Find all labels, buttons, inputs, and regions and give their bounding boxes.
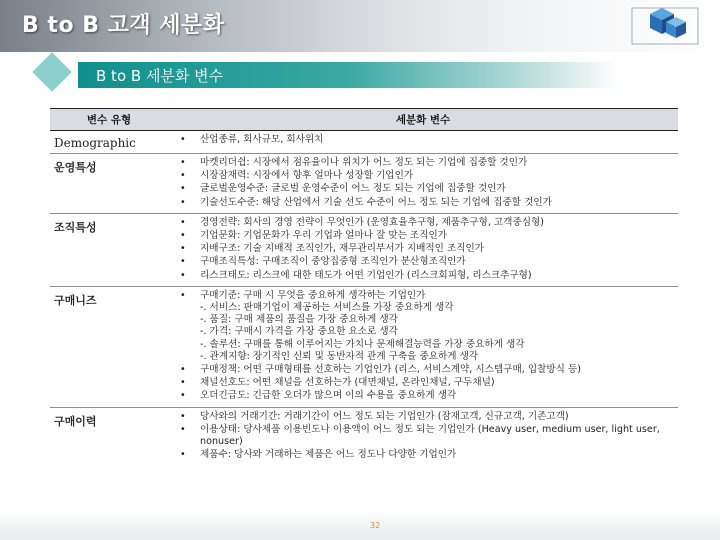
row-variables [168, 154, 678, 214]
list-item [172, 134, 674, 146]
bullet-dot-icon: • [180, 390, 186, 402]
row-variables [168, 407, 678, 465]
row-category: 구매이력 [54, 414, 97, 428]
list-item [172, 157, 674, 169]
row-variables [168, 286, 678, 407]
bullet-dot-icon: • [180, 364, 186, 376]
slide-title: B to B 고객 세분화 [22, 13, 225, 38]
list-item [172, 411, 674, 423]
slide-subtitle: B to B 세분화 변수 [96, 67, 224, 85]
list-item [172, 230, 674, 242]
variable-text: 경영전략: 회사의 경영 전략이 무엇인가 (운영효율추구형, 제품추구형, 고객중심형) [200, 216, 544, 228]
slide-header [0, 0, 720, 52]
variable-text: 구매기준: 구매 시 무엇을 중요하게 생각하는 기업인가 -. 서비스: 판매기업이 제공하는 서비스를 가장 중요하게 생각 -. 품질: 구매 제품의 품질을 가장 중요하게 생각 -. 가격: 구매시 가격을 가장 중요한 요소로 생각 -. 솔루션: 구매를 통해 이루어지는 가치나 문제해결능력을 가장 중요하게 생각 -. 관계지향: 장기적인 신뢰 및 동반자적 관계 구축을 중요하게 생각 [200, 289, 525, 362]
variable-text: 구매정책: 어떤 구매형태를 선호하는 기업인가 (리스, 서비스계약, 시스템구매, 입찰방식 등) [200, 364, 581, 376]
list-item [172, 377, 674, 389]
bullet-dot-icon: • [180, 170, 186, 182]
list-item [172, 449, 674, 461]
bullet-dot-icon: • [180, 289, 186, 301]
variable-list [172, 157, 674, 209]
table-row [50, 213, 678, 286]
variable-text: 오더긴급도: 긴급한 오더가 많으며 이의 수용을 중요하게 생각 [200, 390, 457, 402]
row-category: 조직특성 [50, 213, 168, 286]
variable-text: 지배구조: 기술 지배적 조직인가, 재무관리부서가 지배적인 조직인가 [200, 243, 485, 255]
segmentation-table [50, 108, 678, 465]
bullet-dot-icon: • [180, 256, 186, 268]
bullet-dot-icon: • [180, 216, 186, 228]
list-item [172, 390, 674, 402]
row-category: 구매니즈 [50, 286, 168, 407]
variable-text: 산업종류, 회사규모, 회사위치 [200, 134, 324, 145]
bullet-dot-icon: • [180, 134, 186, 145]
bullet-dot-icon: • [180, 423, 186, 435]
subtitle-diamond-icon [32, 52, 72, 92]
list-item [172, 183, 674, 195]
list-item [172, 243, 674, 255]
page-number: 32 [370, 521, 381, 530]
variable-text: 기업문화: 기업문화가 우리 기업과 얼마나 잘 맞는 조직인가 [200, 230, 448, 242]
list-item [172, 256, 674, 268]
bullet-dot-icon: • [180, 243, 186, 255]
bullet-dot-icon: • [180, 449, 186, 461]
variable-text: 글로벌운영수준: 글로벌 운영수준이 어느 정도 되는 기업에 집중할 것인가 [200, 183, 506, 195]
variable-list [172, 217, 674, 282]
variable-text: 구매조직특성: 구매조직이 중앙집중형 조직인가 분산형조직인가 [200, 256, 466, 268]
bullet-dot-icon: • [180, 157, 186, 168]
list-item [172, 290, 674, 363]
list-item [172, 364, 674, 376]
list-item [172, 424, 674, 448]
variable-text: 제품수: 당사와 거래하는 제품은 어느 정도나 다양한 기업인가 [200, 449, 457, 461]
bullet-dot-icon: • [180, 183, 186, 195]
row-variables [168, 131, 678, 154]
table-header-row [50, 109, 678, 131]
table-row [50, 154, 678, 214]
bullet-dot-icon: • [180, 269, 186, 281]
list-item [172, 217, 674, 229]
variable-text: 당사와의 거래기간: 거래기간이 어느 정도 되는 기업인가 (잠재고객, 신규고객, 기존고객) [200, 410, 569, 422]
footer-bar [0, 510, 720, 540]
variable-list [172, 134, 674, 146]
variable-text: 마켓리더쉽: 시장에서 점유율이나 위치가 어느 정도 되는 기업에 집중할 것인가 [200, 157, 528, 168]
variable-list [172, 411, 674, 462]
variable-text: 리스크태도: 리스크에 대한 태도가 어떤 기업인가 (리스크회피형, 리스크추구형) [200, 269, 532, 281]
row-variables [168, 213, 678, 286]
table-body [50, 131, 678, 466]
variable-text: 기술선도수준: 해당 산업에서 기술 선도 수준이 어느 정도 되는 기업에 집중할 것인가 [200, 196, 552, 208]
table-row [50, 286, 678, 407]
column-header-segmentation-variable: 세분화 변수 [168, 109, 678, 131]
bullet-dot-icon: • [180, 377, 186, 389]
list-item [172, 270, 674, 282]
bullet-dot-icon: • [180, 410, 186, 422]
row-category: Demographic [50, 131, 168, 154]
column-header-variable-type: 변수 유형 [50, 109, 168, 131]
row-category: 운영특성 [50, 154, 168, 214]
list-item [172, 170, 674, 182]
bullet-dot-icon: • [180, 196, 186, 208]
table-row [50, 407, 678, 465]
table-row [50, 131, 678, 154]
variable-text: 이용상태: 당사제품 이용빈도나 이용액이 어느 정도 되는 기업인가 (Heavy user, medium user, light user, nonuser) [200, 423, 660, 448]
variable-text: 시장잠재력: 시장에서 향후 얼마나 성장할 기업인가 [200, 170, 414, 182]
cube-logo-icon [630, 4, 700, 48]
list-item [172, 197, 674, 209]
variable-list [172, 290, 674, 403]
variable-text: 채널선호도: 어떤 채널을 선호하는가 (대면채널, 온라인채널, 구두채널) [200, 377, 495, 389]
bullet-dot-icon: • [180, 230, 186, 242]
